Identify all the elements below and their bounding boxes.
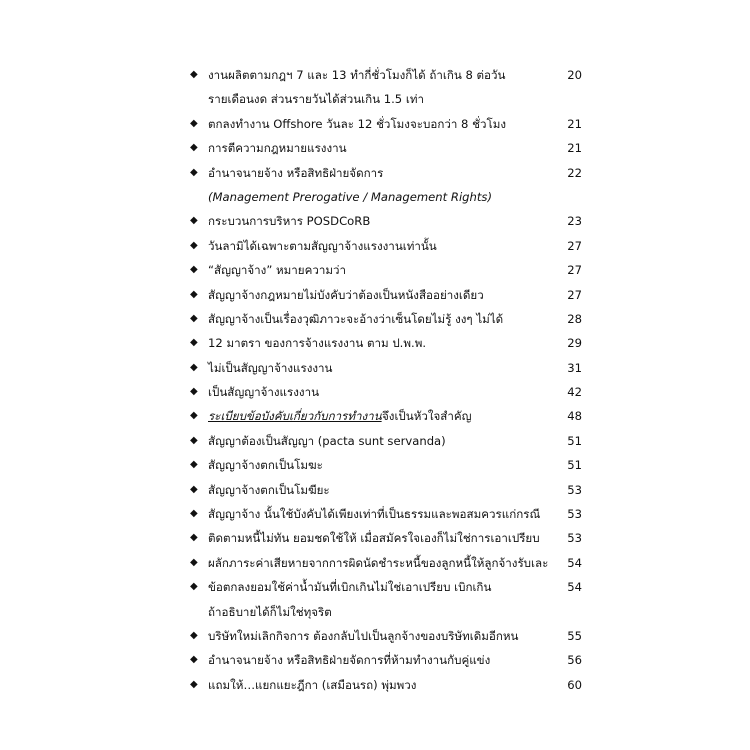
toc-page-number: 28 [567, 311, 582, 326]
toc-entry [190, 648, 582, 672]
diamond-bullet-icon: ◆ [190, 215, 198, 227]
toc-entry-text: ตกลงทำงาน Offshore วันละ 12 ชั่วโมงจะบอกว่า 8 ชั่วโมง [208, 116, 507, 131]
toc-page-number: 27 [567, 238, 582, 253]
toc-entry-text: สัญญาจ้างตกเป็นโมฆียะ [208, 482, 330, 497]
toc-entry-text: อำนาจนายจ้าง หรือสิทธิฝ่ายจัดการ [208, 165, 384, 180]
toc-entry [190, 283, 582, 307]
toc-entry-text: สัญญาจ้างตกเป็นโมฆะ [208, 458, 323, 473]
toc-entry [190, 526, 582, 550]
toc-entry [190, 502, 582, 526]
toc-page-number: 54 [567, 580, 582, 595]
toc-page-number: 53 [567, 507, 582, 522]
toc-entry [190, 380, 582, 404]
toc-page-number: 22 [567, 165, 582, 180]
diamond-bullet-icon: ◆ [190, 337, 198, 349]
toc-page-number: 53 [567, 482, 582, 497]
toc-entry [190, 575, 582, 599]
toc-entry-text: ติดตามหนี้ไม่ทัน ยอมชดใช้ให้ เมื่อสมัครใจเองก็ไม่ใช่การเอาเปรียบ [208, 531, 540, 546]
toc-entry-text: วันลามิได้เฉพาะตามสัญญาจ้างแรงงานเท่านั้น [208, 238, 437, 253]
toc-entry-text: ผลักภาระค่าเสียหายจากการผิดนัดชำระหนี้ของลูกหนี้ให้ลูกจ้างรับเละ [208, 555, 549, 570]
toc-entry [190, 673, 582, 697]
toc-entry-text: “สัญญาจ้าง” หมายความว่า [208, 263, 347, 278]
toc-entry-text: อำนาจนายจ้าง หรือสิทธิฝ่ายจัดการที่ห้ามทำงานกับคู่แข่ง [208, 653, 491, 668]
diamond-bullet-icon: ◆ [190, 556, 198, 568]
toc-page-number: 21 [567, 141, 582, 156]
toc-entry-text: สัญญาจ้างกฎหมายไม่บังคับว่าต้องเป็นหนังสืออย่างเดียว [208, 287, 484, 302]
diamond-bullet-icon: ◆ [190, 288, 198, 300]
diamond-bullet-icon: ◆ [190, 264, 198, 276]
diamond-bullet-icon: ◆ [190, 483, 198, 495]
diamond-bullet-icon: ◆ [190, 117, 198, 129]
toc-entry [190, 429, 582, 453]
toc-entry [190, 551, 582, 575]
toc-entry [190, 600, 582, 624]
toc-page-number: 55 [567, 628, 582, 643]
toc-entry-text: เป็นสัญญาจ้างแรงงาน [208, 385, 320, 400]
toc-entry [190, 404, 582, 428]
diamond-bullet-icon: ◆ [190, 410, 198, 422]
diamond-bullet-icon: ◆ [190, 508, 198, 520]
diamond-bullet-icon: ◆ [190, 532, 198, 544]
toc-entry [190, 209, 582, 233]
diamond-bullet-icon: ◆ [190, 678, 198, 690]
diamond-bullet-icon: ◆ [190, 142, 198, 154]
diamond-bullet-icon: ◆ [190, 459, 198, 471]
toc-page-number: 29 [567, 336, 582, 351]
table-of-contents [190, 63, 582, 697]
diamond-bullet-icon: ◆ [190, 386, 198, 398]
toc-entry-text: 12 มาตรา ของการจ้างแรงงาน ตาม ป.พ.พ. [208, 336, 427, 351]
toc-page-number: 27 [567, 287, 582, 302]
toc-entry [190, 331, 582, 355]
toc-entry [190, 624, 582, 648]
diamond-bullet-icon: ◆ [190, 361, 198, 373]
toc-page-number: 51 [567, 458, 582, 473]
toc-entry-text: รายเดือนงด ส่วนรายวันได้ส่วนเกิน 1.5 เท่า [208, 92, 424, 107]
toc-entry [190, 356, 582, 380]
toc-entry [190, 185, 582, 209]
toc-entry-text: สัญญาจ้าง นั้นใช้บังคับได้เพียงเท่าที่เป็นธรรมและพอสมควรแก่กรณี [208, 507, 541, 522]
toc-entry [190, 234, 582, 258]
toc-entry-text: ไม่เป็นสัญญาจ้างแรงงาน [208, 360, 333, 375]
toc-entry-text: ระเบียบข้อบังคับเกี่ยวกับการทำงาน [208, 409, 382, 424]
toc-entry [190, 63, 582, 87]
toc-entry-text: การตีความกฎหมายแรงงาน [208, 141, 347, 156]
toc-page-number: 20 [567, 68, 582, 82]
toc-page-number: 48 [567, 409, 582, 424]
toc-page-number: 60 [567, 677, 582, 692]
diamond-bullet-icon: ◆ [190, 239, 198, 251]
toc-entry [190, 478, 582, 502]
diamond-bullet-icon: ◆ [190, 654, 198, 666]
toc-entry-text: งานผลิตตามกฎฯ 7 และ 13 ทำกี่ชั่วโมงก็ได้ ถ้าเกิน 8 ต่อวัน [208, 68, 506, 82]
diamond-bullet-icon: ◆ [190, 166, 198, 178]
toc-entry [190, 307, 582, 331]
diamond-bullet-icon: ◆ [190, 434, 198, 446]
toc-entry-text: บริษัทใหม่เลิกกิจการ ต้องกลับไปเป็นลูกจ้างของบริษัทเดิมอีกหน [208, 628, 519, 643]
toc-page-number: 56 [567, 653, 582, 668]
toc-entry-text: สัญญาต้องเป็นสัญญา (pacta sunt servanda) [208, 433, 446, 448]
toc-entry-text: ถ้าอธิบายได้ก็ไม่ใช่ทุจริต [208, 604, 332, 619]
toc-page-number: 23 [567, 214, 582, 229]
toc-entry-text: (Management Prerogative / Management Rights) [208, 189, 492, 204]
toc-entry [190, 87, 582, 111]
toc-page-number: 27 [567, 263, 582, 278]
diamond-bullet-icon: ◆ [190, 581, 198, 593]
toc-entry [190, 161, 582, 185]
toc-entry-text-suffix: จึงเป็นหัวใจสำคัญ [382, 409, 472, 424]
toc-entry [190, 258, 582, 282]
toc-entry-text: แถมให้…แยกแยะฎีกา (เสมือนรถ) พุ่มพวง [208, 677, 417, 692]
toc-entry [190, 453, 582, 477]
toc-page-number: 42 [567, 385, 582, 400]
toc-entry [190, 112, 582, 136]
toc-page-number: 31 [567, 360, 582, 375]
diamond-bullet-icon: ◆ [190, 69, 198, 80]
diamond-bullet-icon: ◆ [190, 312, 198, 324]
toc-entry-text: สัญญาจ้างเป็นเรื่องวุฒิภาวะจะอ้างว่าเซ็นโดยไม่รู้ งงๆ ไม่ได้ [208, 311, 504, 326]
toc-page-number: 53 [567, 531, 582, 546]
toc-page-number: 54 [567, 555, 582, 570]
toc-page-number: 51 [567, 433, 582, 448]
diamond-bullet-icon: ◆ [190, 629, 198, 641]
toc-entry-text: ข้อตกลงยอมใช้ค่าน้ำมันที่เบิกเกินไม่ใช่เอาเปรียบ เบิกเกิน [208, 580, 492, 595]
toc-entry-text: กระบวนการบริหาร POSDCoRB [208, 214, 371, 229]
toc-page-number: 21 [567, 116, 582, 131]
toc-entry [190, 136, 582, 160]
